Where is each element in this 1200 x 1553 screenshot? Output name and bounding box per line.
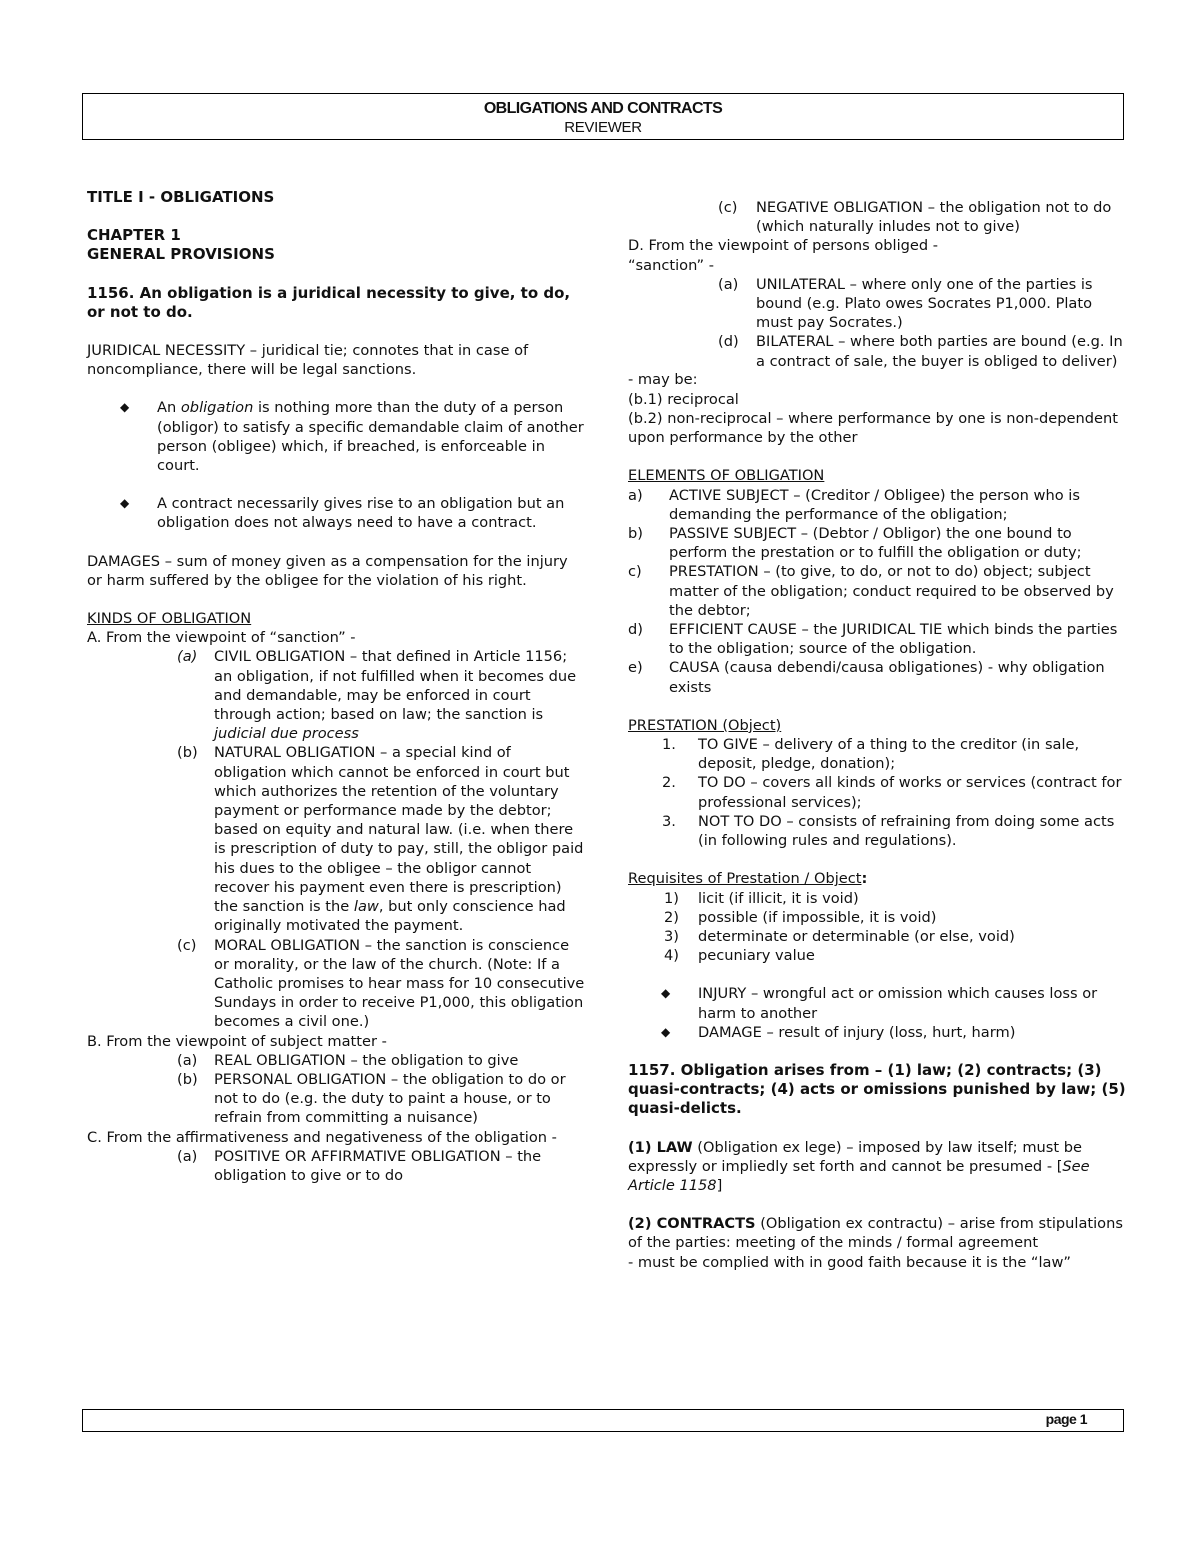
list-item <box>87 936 587 1032</box>
item-text: PERSONAL OBLIGATION – the obligation to do or not to do (e.g. the duty to paint a house, or to refrain from committing a nuisance) <box>214 1070 566 1127</box>
item-text: TO DO – covers all kinds of works or services (contract for professional services); <box>698 774 1122 811</box>
article-1156: 1156. An obligation is a juridical necessity to give, to do, or not to do. <box>87 283 571 321</box>
juridical-necessity-definition <box>87 341 587 379</box>
list-item <box>87 1051 587 1070</box>
bullet-icon: ◆ <box>661 986 671 1001</box>
damages-def: – sum of money given as a compensation for the injury or harm suffered by the obligee for the violation of his right. <box>87 552 568 589</box>
item-label: (b) <box>177 744 198 762</box>
item-label: 2) <box>664 908 679 926</box>
elements-heading: ELEMENTS OF OBLIGATION <box>628 467 825 485</box>
requisites-colon: : <box>861 870 868 888</box>
item-text: NEGATIVE OBLIGATION – the obligation not to do (which naturally inludes not to give) <box>756 199 1112 236</box>
item-label: (c) <box>718 199 738 216</box>
list-item <box>628 658 1128 696</box>
item-text: determinate or determinable (or else, void) <box>698 927 1015 945</box>
contracts-note: - must be complied with in good faith because it is the “law” <box>628 1253 1071 1271</box>
left-column <box>87 188 587 1185</box>
item-label: (a) <box>177 648 198 666</box>
item-text: possible (if impossible, it is void) <box>698 908 937 926</box>
item-emphasis: judicial due process <box>214 725 359 743</box>
section-d-subheading: “sanction” - <box>628 256 715 274</box>
bullet-text-rest: is nothing more than the duty of a person (obligor) to satisfy a specific demandable claim of another person (obligee) which, if breached, is enforceable in court. <box>157 399 584 475</box>
item-label: (a) <box>177 1147 198 1165</box>
article-1157: 1157. Obligation arises from – (1) law; (2) contracts; (3) quasi-contracts; (4) acts or omissions punished by law; (5) quasi-delicts. <box>628 1060 1126 1118</box>
law-term: (1) LAW <box>628 1138 693 1156</box>
list-item <box>628 332 1128 370</box>
item-text: MORAL OBLIGATION – the sanction is conscience or morality, or the law of the church. (Note: If a Catholic promises to hear mass for 10 consecutive Sundays in order to receive P1,000, this obligation becomes a civil one.) <box>214 936 585 1031</box>
list-item <box>628 927 1128 946</box>
bullet-item <box>87 398 587 475</box>
list-item <box>628 524 1128 562</box>
bullet-icon: ◆ <box>120 400 130 415</box>
item-label: (b) <box>177 1070 198 1088</box>
right-column <box>628 198 1128 1272</box>
item-text: UNILATERAL – where only one of the parties is bound (e.g. Plato owes Socrates P1,000. Plato must pay Socrates.) <box>756 275 1093 332</box>
item-text: TO GIVE – delivery of a thing to the creditor (in sale, deposit, pledge, donation); <box>698 736 1080 773</box>
damages-term: DAMAGES <box>87 552 161 570</box>
list-item <box>628 812 1128 850</box>
section-a-heading: A. From the viewpoint of “sanction” - <box>87 629 356 647</box>
list-item <box>628 773 1128 811</box>
bullet-icon: ◆ <box>661 1024 671 1039</box>
reciprocal-item: (b.1) reciprocal <box>628 390 739 408</box>
list-item <box>87 1070 587 1128</box>
document-subtitle: REVIEWER <box>564 119 642 136</box>
document-footer <box>82 1409 1124 1432</box>
item-text: EFFICIENT CAUSE – the JURIDICAL TIE which binds the parties to the obligation; source of the obligation. <box>669 621 1118 658</box>
non-reciprocal-item: (b.2) non-reciprocal – where performance by one is non-dependent upon performance by the other <box>628 410 1118 447</box>
chapter-name: GENERAL PROVISIONS <box>87 245 275 264</box>
bullet-item <box>628 984 1128 1022</box>
document-header <box>82 93 1124 140</box>
bullet-text: INJURY – wrongful act or omission which causes loss or harm to another <box>698 985 1098 1022</box>
item-text: NATURAL OBLIGATION – a special kind of obligation which cannot be enforced in court but which authorizes the retention of the voluntary payment or performance made by the debtor; based on equity and natural law. (i.e. when there is prescription of duty to pay, still, the obligor paid his dues to the obligee – the obligor cannot recover his payment even there is prescription) the sanction is the <box>214 744 584 916</box>
item-label: (c) <box>177 936 197 954</box>
bullet-item <box>87 494 587 532</box>
requisites-heading-text: Requisites of Prestation / Object <box>628 870 862 888</box>
item-text: PRESTATION – (to give, to do, or not to do) object; subject matter of the obligation; conduct required to be observed by the debtor; <box>669 563 1114 619</box>
law-reference: See Article 1158 <box>628 1157 1090 1194</box>
item-label: 3. <box>662 812 676 830</box>
list-item <box>628 946 1128 965</box>
item-label: 2. <box>662 774 676 792</box>
bullet-text: An <box>157 399 181 417</box>
item-text: CIVIL OBLIGATION – that defined in Article 1156; an obligation, if not fulfilled when it becomes due and demandable, may be enforced in court through action; based on law; the sanction is <box>214 648 577 724</box>
item-text: PASSIVE SUBJECT – (Debtor / Obligor) the one bound to perform the prestation or to fulfill the obligation or duty; <box>669 525 1082 562</box>
requisites-heading <box>628 869 1128 888</box>
item-text: CAUSA (causa debendi/causa obligationes) - why obligation exists <box>669 659 1105 696</box>
list-item <box>628 275 1128 333</box>
item-label: 1. <box>662 736 676 754</box>
section-d-heading: D. From the viewpoint of persons obliged - <box>628 237 939 255</box>
item-label: b) <box>628 525 643 543</box>
item-label: c) <box>628 563 642 581</box>
item-label: (d) <box>718 333 739 351</box>
damages-definition <box>87 552 587 590</box>
juridical-def: – juridical tie; connotes that in case of noncompliance, there will be legal sanctions. <box>87 342 529 379</box>
item-label: d) <box>628 621 643 639</box>
item-text: ACTIVE SUBJECT – (Creditor / Obligee) the person who is demanding the performance of the obligation; <box>669 486 1080 523</box>
bullet-text: A contract necessarily gives rise to an obligation but an obligation does not always need to have a contract. <box>157 495 565 532</box>
page-number: page 1 <box>1045 1411 1087 1427</box>
section-b-heading: B. From the viewpoint of subject matter - <box>87 1032 387 1050</box>
contracts-def: (Obligation ex contractu) – arise from stipulations of the parties: meeting of the minds / formal agreement <box>628 1215 1123 1252</box>
item-text: POSITIVE OR AFFIRMATIVE OBLIGATION – the obligation to give or to do <box>214 1147 542 1184</box>
item-label: (a) <box>177 1051 198 1069</box>
chapter-heading: CHAPTER 1 <box>87 226 181 245</box>
bullet-item <box>628 1023 1128 1042</box>
item-label: 1) <box>664 889 679 907</box>
list-item <box>628 735 1128 773</box>
law-end: ] <box>716 1176 723 1194</box>
list-item <box>628 562 1128 620</box>
item-label: 3) <box>664 927 679 945</box>
contracts-source <box>628 1214 1128 1252</box>
kinds-heading: KINDS OF OBLIGATION <box>87 610 252 628</box>
item-text: licit (if illicit, it is void) <box>698 889 859 907</box>
item-text: BILATERAL – where both parties are bound (e.g. In a contract of sale, the buyer is obliged to deliver) <box>756 333 1123 370</box>
item-emphasis: law <box>353 898 379 916</box>
document-title: OBLIGATIONS AND CONTRACTS <box>483 100 723 117</box>
item-tail: , but only conscience had originally motivated the payment. <box>214 898 566 935</box>
list-item <box>628 198 1128 236</box>
list-item <box>628 908 1128 927</box>
item-text: REAL OBLIGATION – the obligation to give <box>214 1051 519 1069</box>
list-item <box>87 743 587 935</box>
list-item <box>628 620 1128 658</box>
item-label: e) <box>628 659 643 677</box>
list-item <box>87 647 587 743</box>
prestation-heading: PRESTATION (Object) <box>628 716 782 734</box>
section-c-heading: C. From the affirmativeness and negativeness of the obligation - <box>87 1128 557 1146</box>
title-heading: TITLE I - OBLIGATIONS <box>87 188 275 206</box>
contracts-term: (2) CONTRACTS <box>628 1215 756 1233</box>
item-label: a) <box>628 486 643 504</box>
bullet-icon: ◆ <box>120 496 130 511</box>
law-source <box>628 1138 1128 1196</box>
item-label: 4) <box>664 947 679 965</box>
bullet-emphasis: obligation <box>180 399 254 417</box>
juridical-term: JURIDICAL NECESSITY <box>87 342 246 360</box>
item-text: NOT TO DO – consists of refraining from doing some acts (in following rules and regulations). <box>698 812 1115 850</box>
item-text: pecuniary value <box>698 947 815 965</box>
list-item <box>628 486 1128 524</box>
list-item <box>87 1147 587 1185</box>
list-item <box>628 889 1128 908</box>
item-label: (a) <box>718 275 739 293</box>
may-be-label: - may be: <box>628 371 698 389</box>
law-def: (Obligation ex lege) – imposed by law itself; must be expressly or impliedly set forth and cannot be presumed - [ <box>628 1138 1082 1175</box>
bullet-text: DAMAGE – result of injury (loss, hurt, harm) <box>698 1023 1016 1041</box>
